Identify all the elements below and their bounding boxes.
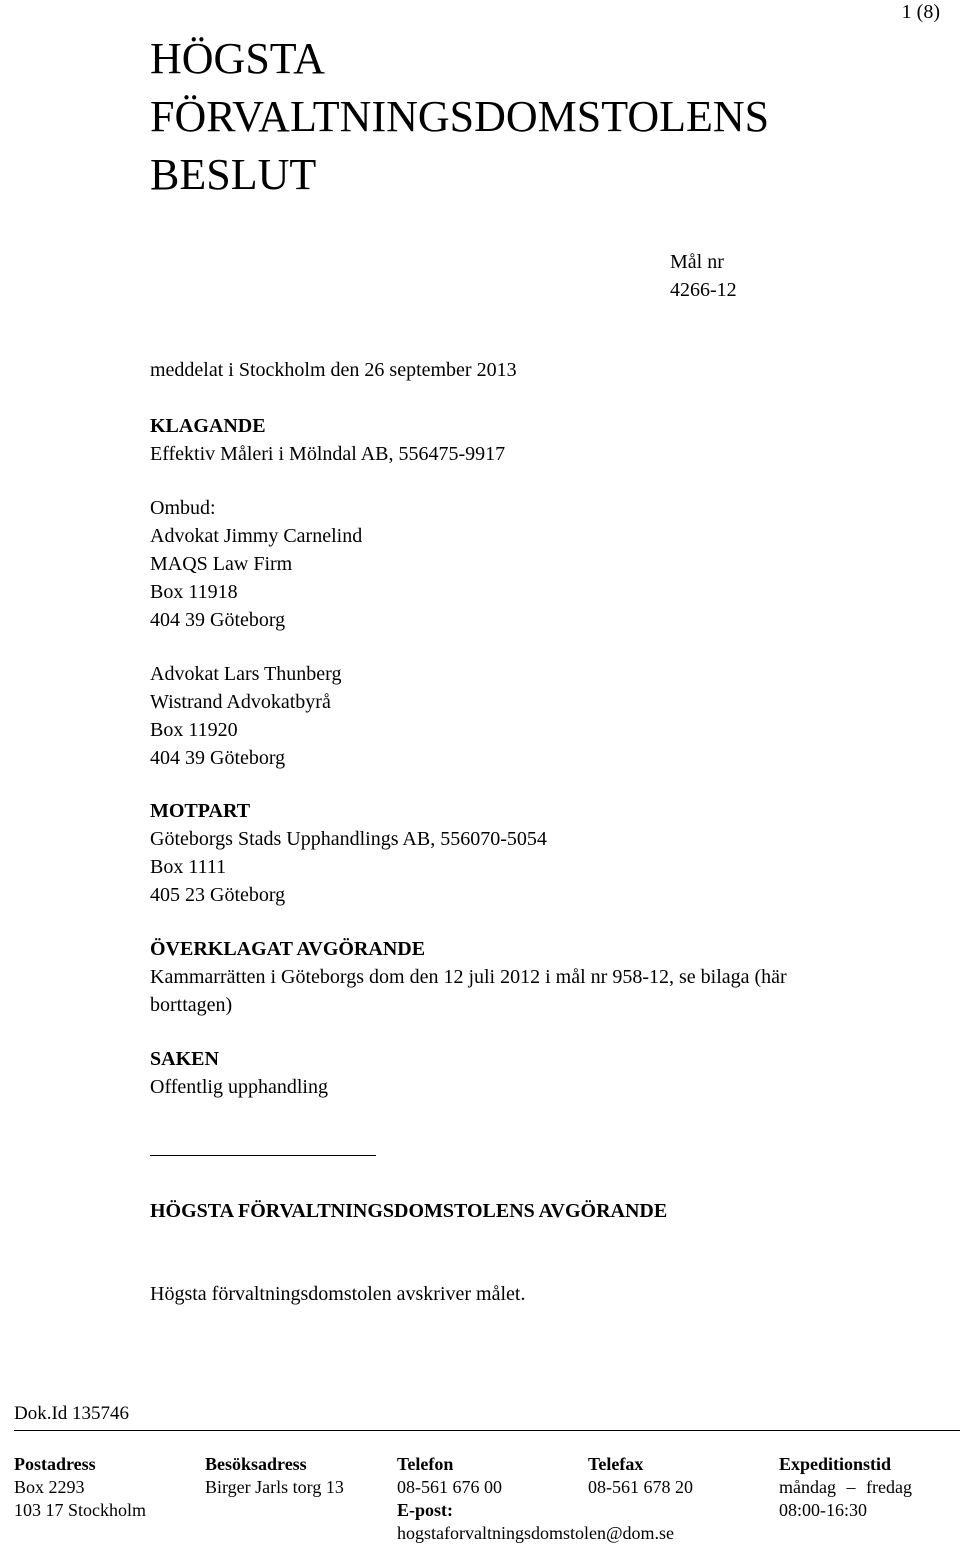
counsel-label: Ombud: (150, 497, 216, 519)
footer-hours-day-from: måndag (779, 1477, 836, 1497)
ruling-text: Högsta förvaltningsdomstolen avskriver målet. (150, 1283, 526, 1305)
page-number: 1 (8) (901, 1, 940, 23)
respondent-heading: MOTPART (150, 800, 251, 822)
footer-fax-number: 08-561 678 20 (588, 1477, 693, 1497)
respondent-section (150, 797, 547, 909)
document-id: Dok.Id 135746 (14, 1403, 130, 1424)
appellant-section (150, 412, 505, 468)
section-divider (150, 1155, 376, 1156)
appealed-decision-section (150, 935, 787, 1019)
footer-email-address: hogstaforvaltningsdomstolen@dom.se (397, 1523, 675, 1543)
footer-divider (14, 1430, 960, 1431)
footer-fax-column (588, 1453, 693, 1499)
ruling-heading: HÖGSTA FÖRVALTNINGSDOMSTOLENS AVGÖRANDE (150, 1200, 668, 1222)
footer-visit-column (205, 1453, 344, 1499)
appellant-name: Effektiv Måleri i Mölndal AB, 556475-9917 (150, 443, 506, 465)
respondent-line: 405 23 Göteborg (150, 884, 286, 906)
footer-phone-number: 08-561 676 00 (397, 1477, 502, 1497)
footer-phone-heading: Telefon (397, 1454, 454, 1474)
footer-postal-line: 103 17 Stockholm (14, 1500, 147, 1520)
title-line-3: BESLUT (150, 150, 317, 199)
footer-hours-heading: Expeditionstid (779, 1454, 892, 1474)
footer-hours-column (779, 1453, 912, 1522)
footer-fax-heading: Telefax (588, 1454, 644, 1474)
footer-hours-day-to: fredag (866, 1477, 912, 1497)
matter-heading: SAKEN (150, 1048, 219, 1070)
counsel-2-line: Wistrand Advokatbyrå (150, 691, 331, 713)
matter-section (150, 1045, 328, 1101)
document-title (150, 30, 769, 204)
appealed-decision-heading: ÖVERKLAGAT AVGÖRANDE (150, 938, 426, 960)
counsel-1-line: Box 11918 (150, 581, 238, 603)
case-number-block (670, 248, 737, 304)
counsel-2-line: Advokat Lars Thunberg (150, 663, 342, 685)
appellant-heading: KLAGANDE (150, 415, 266, 437)
counsel-section (150, 494, 362, 634)
title-line-1: HÖGSTA (150, 34, 325, 83)
counsel-2-line: 404 39 Göteborg (150, 747, 286, 769)
appealed-decision-line: Kammarrätten i Göteborgs dom den 12 juli 2012 i mål nr 958-12, se bilaga (här (150, 966, 787, 988)
counsel-1-line: MAQS Law Firm (150, 553, 293, 575)
footer-hours-time: 08:00-16:30 (779, 1500, 867, 1520)
footer-postal-column (14, 1453, 146, 1522)
case-number-label: Mål nr (670, 251, 724, 273)
counsel-2-line: Box 11920 (150, 719, 238, 741)
counsel-1-line: 404 39 Göteborg (150, 609, 286, 631)
footer-visit-heading: Besöksadress (205, 1454, 307, 1474)
footer-visit-line: Birger Jarls torg 13 (205, 1477, 344, 1497)
respondent-line: Box 1111 (150, 856, 227, 878)
footer-postal-line: Box 2293 (14, 1477, 85, 1497)
footer-postal-heading: Postadress (14, 1454, 96, 1474)
footer-hours-dash: – (846, 1477, 856, 1497)
title-line-2: FÖRVALTNINGSDOMSTOLENS (150, 92, 770, 141)
case-number: 4266-12 (670, 279, 737, 301)
footer-email-label: E-post: (397, 1500, 454, 1520)
matter-text: Offentlig upphandling (150, 1076, 328, 1098)
footer-hours-days (779, 1476, 912, 1499)
respondent-line: Göteborgs Stads Upphandlings AB, 556070-5054 (150, 828, 547, 850)
appealed-decision-line: borttagen) (150, 994, 233, 1016)
issued-date: meddelat i Stockholm den 26 september 2013 (150, 359, 517, 381)
counsel-2-section (150, 660, 341, 772)
counsel-1-line: Advokat Jimmy Carnelind (150, 525, 363, 547)
